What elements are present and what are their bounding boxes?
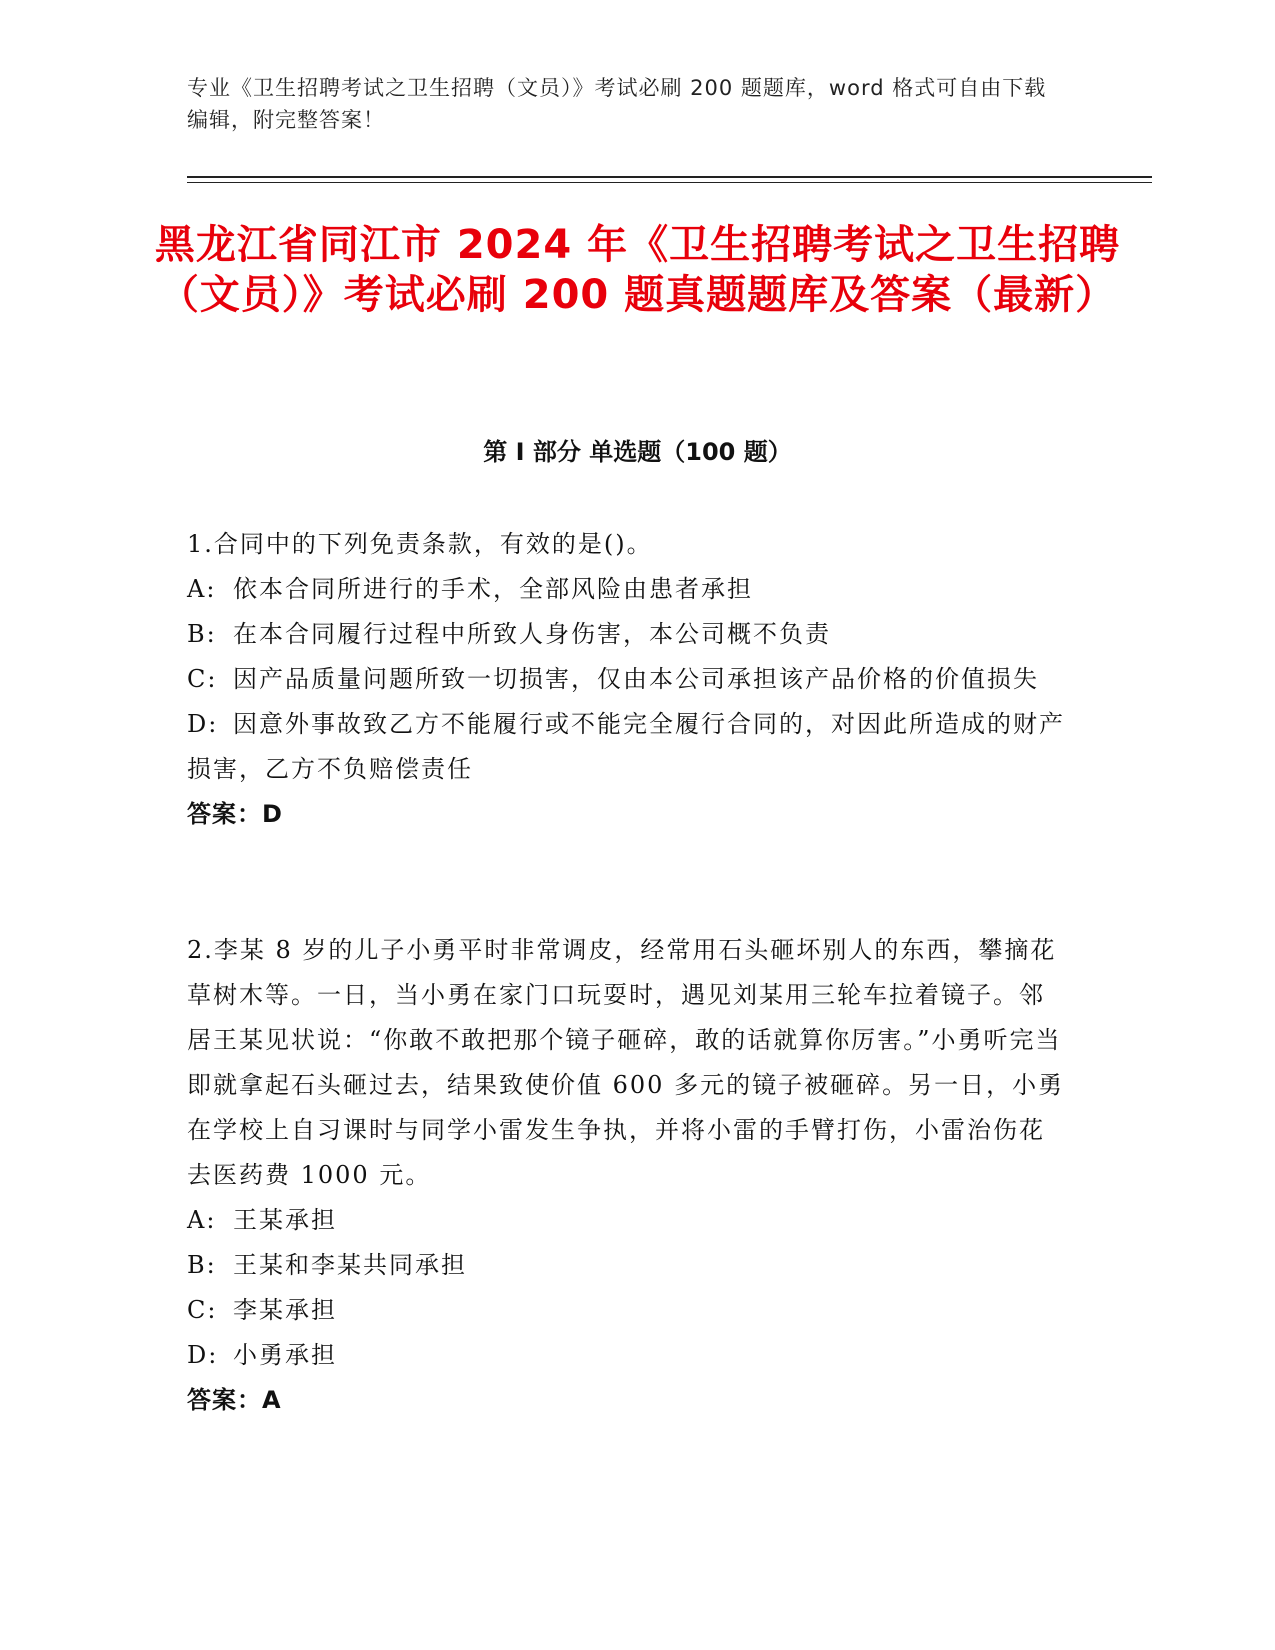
option-letter: D:	[187, 1341, 219, 1369]
option-text: 王某承担	[233, 1206, 337, 1234]
option-letter: C:	[187, 665, 218, 693]
option-d	[187, 1333, 1067, 1378]
option-text: 李某承担	[233, 1296, 337, 1324]
option-letter: C:	[187, 1296, 218, 1324]
question-stem: 2.李某 8 岁的儿子小勇平时非常调皮，经常用石头砸坏别人的东西，攀摘花草树木等。一日，当小勇在家门口玩耍时，遇见刘某用三轮车拉着镜子。邻居王某见状说：“你敢不敢把那个镜子砸碎，敢的话就算你厉害。”小勇听完当即就拿起石头砸过去，结果致使价值 600 多元的镜子被砸碎。另一日，小勇在学校上自习课时与同学小雷发生争执，并将小雷的手臂打伤，小雷治伤花去医药费 1000 元。	[187, 936, 1065, 1189]
header-divider	[187, 176, 1152, 178]
answer: 答案：D	[187, 800, 283, 828]
option-c	[187, 1288, 1067, 1333]
option-b	[187, 612, 1067, 657]
answer: 答案：A	[187, 1386, 282, 1414]
header-divider-thin	[187, 182, 1152, 183]
option-a	[187, 1198, 1067, 1243]
question-2	[187, 928, 1067, 1423]
question-1	[187, 522, 1067, 837]
option-text: 依本合同所进行的手术，全部风险由患者承担	[233, 575, 753, 603]
option-a	[187, 567, 1067, 612]
option-text: 在本合同履行过程中所致人身伤害，本公司概不负责	[233, 620, 831, 648]
option-letter: B:	[187, 620, 217, 648]
option-d	[187, 702, 1067, 792]
option-b	[187, 1243, 1067, 1288]
header-note: 专业《卫生招聘考试之卫生招聘（文员）》考试必刷 200 题题库，word 格式可自由下载编辑，附完整答案！	[187, 76, 1047, 132]
option-letter: D:	[187, 710, 219, 738]
option-text: 小勇承担	[233, 1341, 337, 1369]
document-title: 黑龙江省同江市 2024 年《卫生招聘考试之卫生招聘（文员）》考试必刷 200 题真题题库及答案（最新）	[154, 222, 1121, 318]
option-text: 王某和李某共同承担	[233, 1251, 467, 1279]
option-c	[187, 657, 1067, 702]
section-heading: 第 I 部分 单选题（100 题）	[483, 438, 792, 466]
option-text: 因意外事故致乙方不能履行或不能完全履行合同的，对因此所造成的财产损害，乙方不负赔偿责任	[187, 710, 1065, 783]
question-stem: 1.合同中的下列免责条款，有效的是()。	[187, 530, 653, 558]
option-letter: A:	[187, 575, 217, 603]
option-text: 因产品质量问题所致一切损害，仅由本公司承担该产品价格的价值损失	[233, 665, 1039, 693]
option-letter: B:	[187, 1251, 217, 1279]
option-letter: A:	[187, 1206, 217, 1234]
